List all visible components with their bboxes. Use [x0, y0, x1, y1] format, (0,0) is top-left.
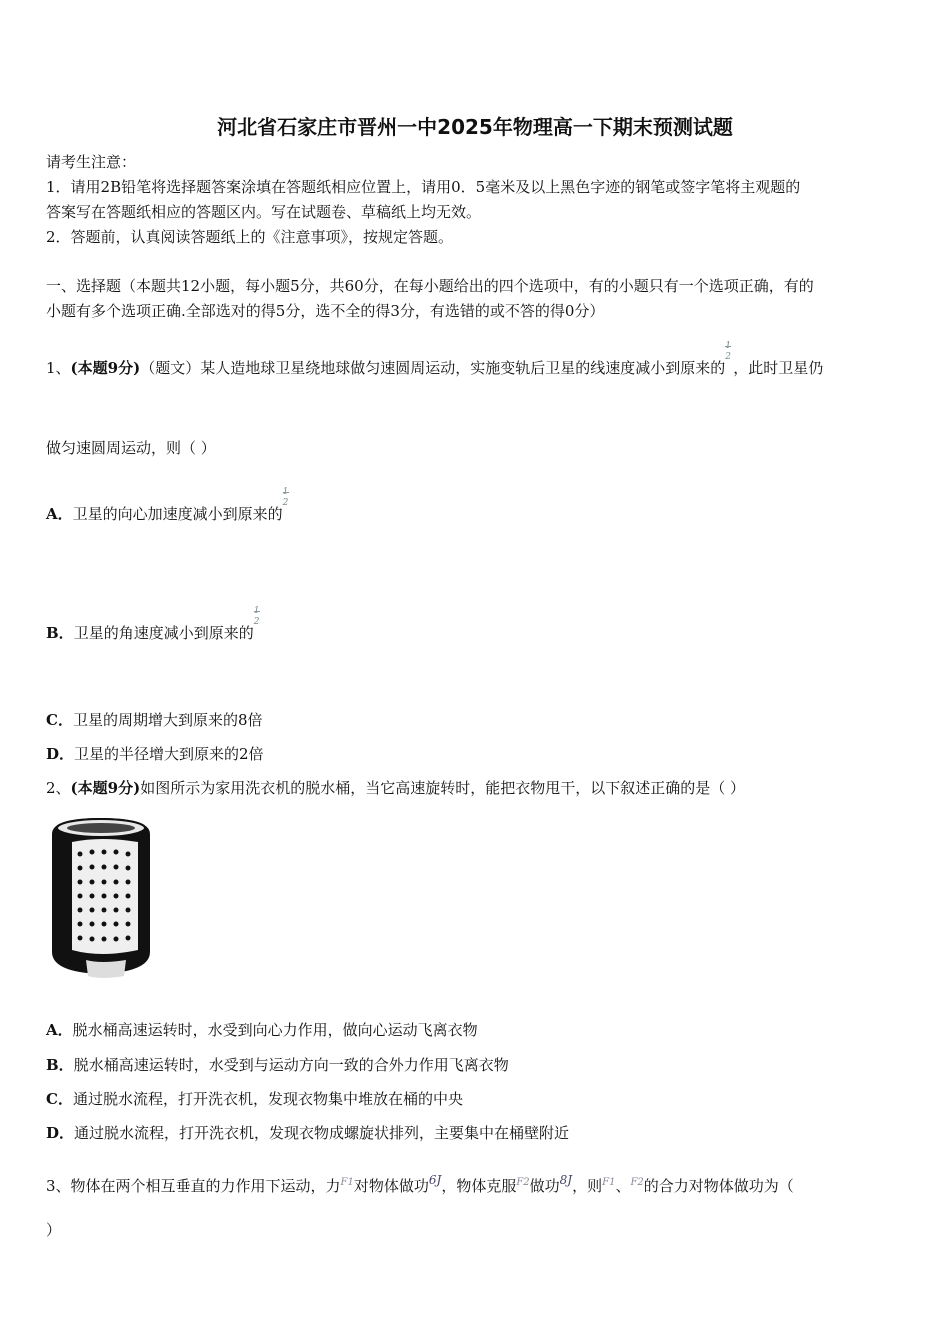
option-label: C．: [46, 1090, 73, 1108]
option-text: 脱水桶高速运转时，水受到向心力作用，做向心运动飞离衣物: [72, 1021, 478, 1039]
q1-option-c: [46, 710, 263, 730]
q1-option-a: [46, 498, 291, 524]
option-label: A．: [46, 505, 73, 523]
force-f2-symbol: F2: [630, 1177, 644, 1188]
section-intro-2: 小题有多个选项正确.全部选对的得5分，选不全的得3分，有选错的或不答的得0分）: [46, 302, 605, 320]
q1-tag: (本题9分): [70, 359, 141, 377]
q1-text-b: ，此时卫星仍: [733, 359, 824, 377]
option-text: 通过脱水流程，打开洗衣机，发现衣物集中堆放在桶的中央: [72, 1090, 463, 1108]
force-f1-symbol: F1: [602, 1177, 616, 1188]
work-8j: 8J: [559, 1173, 573, 1187]
q1-option-d: [46, 744, 264, 764]
q3-text-e: ，则: [572, 1177, 603, 1195]
fraction-half: 2: [254, 623, 262, 643]
q1-number: 1、: [46, 359, 71, 377]
q2-option-d: [46, 1123, 569, 1143]
q3-text-f: 的合力对物体做功为（: [643, 1177, 794, 1195]
option-label: B．: [46, 624, 74, 642]
page-title: 河北省石家庄市晋州一中2025年物理高一下期末预测试题: [217, 115, 733, 139]
q3-text-a: 3、物体在两个相互垂直的力作用下运动，力: [46, 1177, 341, 1195]
notice-line-2: 答案写在答题纸相应的答题区内。写在试题卷、草稿纸上均无效。: [46, 203, 482, 221]
q1-stem-cont: 做匀速圆周运动，则（ ）: [46, 439, 216, 457]
q3-text-d: 做功: [529, 1177, 560, 1195]
q3-text-c: ，物体克服: [441, 1177, 517, 1195]
option-text: 卫星的周期增大到原来的8倍: [72, 711, 263, 729]
fraction-half: 2: [725, 358, 733, 378]
option-label: C．: [46, 711, 73, 729]
force-f1-symbol: F1: [340, 1177, 354, 1188]
work-6j: 6J: [428, 1173, 442, 1187]
notice-heading: 请考生注意：: [46, 153, 137, 171]
option-label: A．: [46, 1021, 73, 1039]
option-text: 卫星的半径增大到原来的2倍: [74, 745, 264, 763]
option-label: B．: [46, 1056, 74, 1074]
q3-sep: 、: [615, 1177, 631, 1195]
q3-stem-cont: ）: [46, 1221, 62, 1239]
q2-tag: (本题9分): [70, 779, 141, 797]
section-intro-1: 一、选择题（本题共12小题，每小题5分，共60分，在每小题给出的四个选项中，有的小题只有一个选项正确，有的: [46, 277, 814, 295]
q2-option-b: [46, 1055, 509, 1075]
q3-text-b: 对物体做功: [353, 1177, 429, 1195]
option-text: 卫星的角速度减小到原来的: [73, 624, 254, 642]
q1-stem: [46, 352, 824, 378]
spin-dryer-drum-figure: [46, 812, 156, 984]
notice-line-3: 2．答题前，认真阅读答题纸上的《注意事项》，按规定答题。: [46, 228, 454, 246]
q1-text-a: （题文）某人造地球卫星绕地球做匀速圆周运动，实施变轨后卫星的线速度减小到原来的: [140, 359, 726, 377]
option-label: D．: [46, 1124, 75, 1142]
fraction-half: 2: [283, 504, 291, 524]
notice-line-1: 1．请用2B铅笔将选择题答案涂填在答题纸相应位置上，请用0．5毫米及以上黑色字迹的钢笔或签字笔将主观题的: [46, 178, 801, 196]
option-text: 脱水桶高速运转时，水受到与运动方向一致的合外力作用飞离衣物: [73, 1056, 509, 1074]
q1-option-b: [46, 617, 262, 643]
force-f2-symbol: F2: [516, 1177, 530, 1188]
q3-stem: [46, 1170, 794, 1196]
option-label: D．: [46, 745, 75, 763]
option-text: 卫星的向心加速度减小到原来的: [72, 505, 283, 523]
q2-text: 如图所示为家用洗衣机的脱水桶，当它高速旋转时，能把衣物甩干，以下叙述正确的是（ ）: [140, 779, 745, 797]
option-text: 通过脱水流程，打开洗衣机，发现衣物成螺旋状排列，主要集中在桶壁附近: [74, 1124, 570, 1142]
q2-option-a: [46, 1020, 478, 1040]
q2-option-c: [46, 1089, 463, 1109]
q2-number: 2、: [46, 779, 71, 797]
q2-stem: [46, 778, 745, 798]
